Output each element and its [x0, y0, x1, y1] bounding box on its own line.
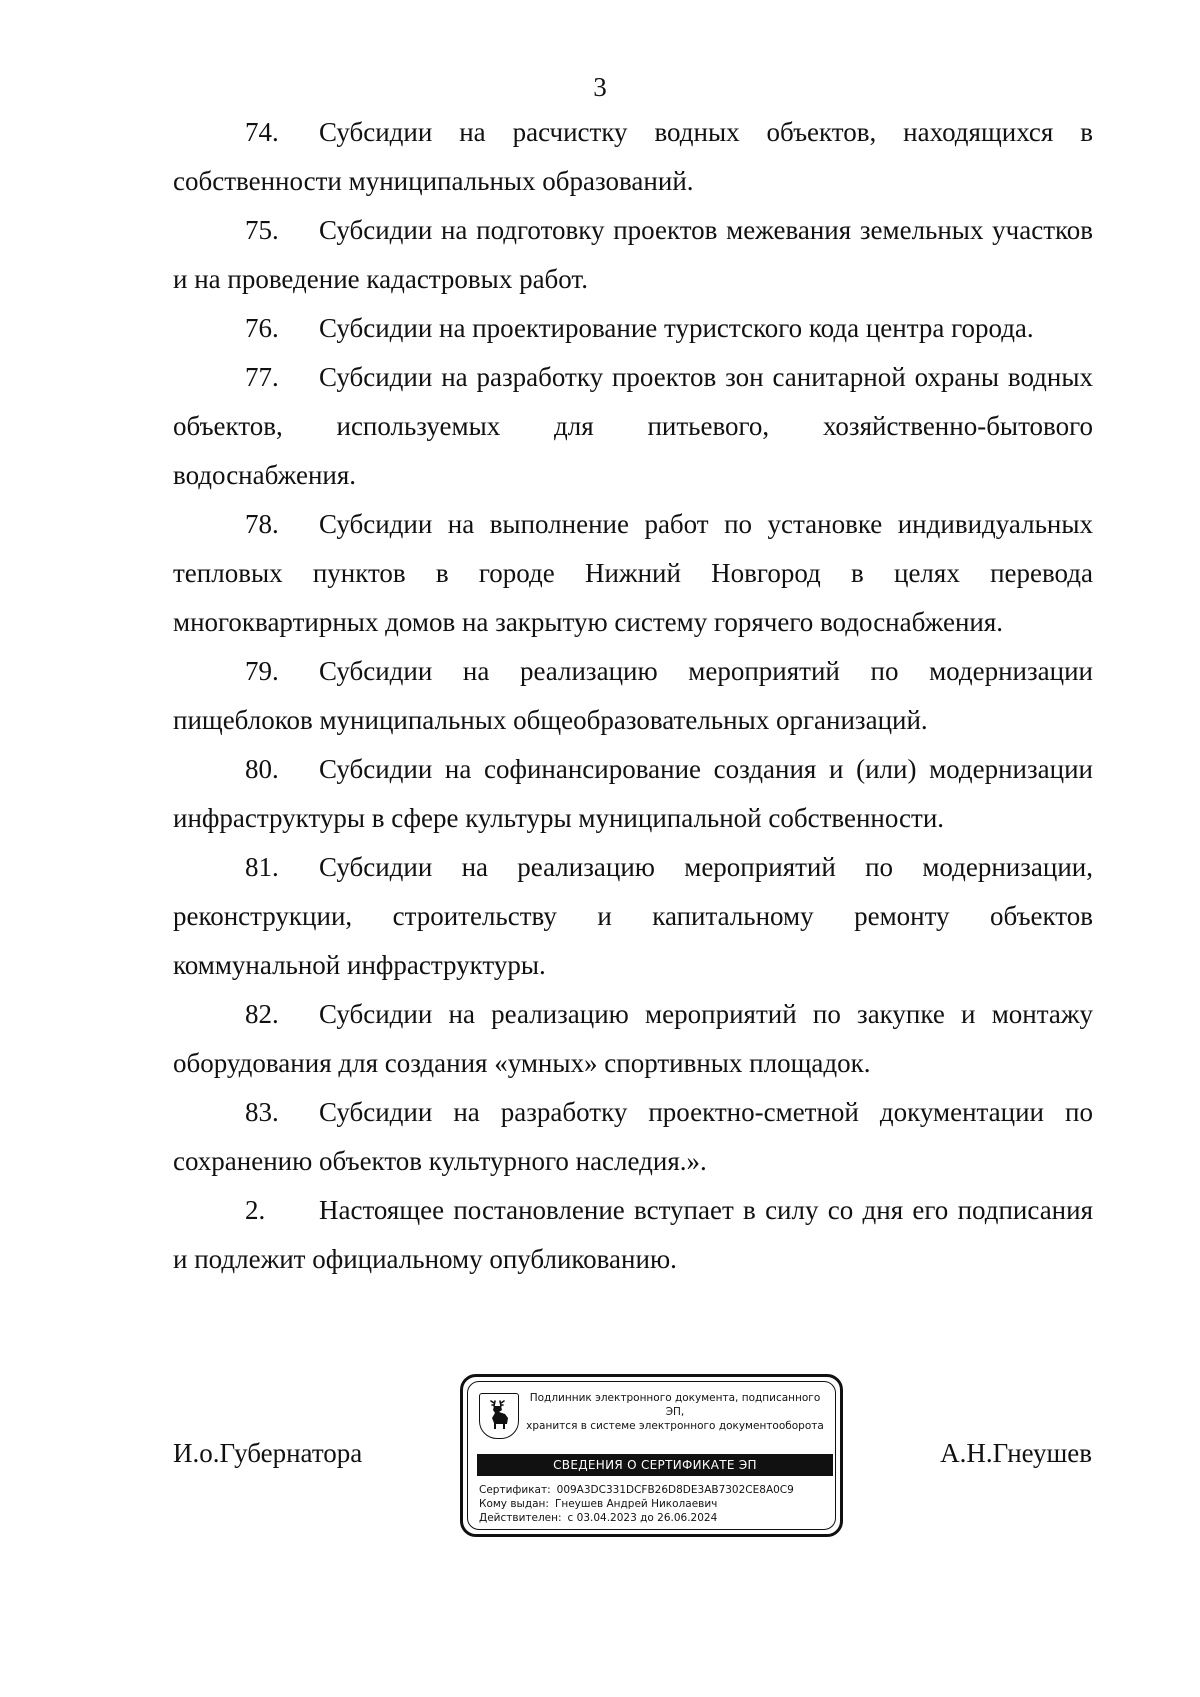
electronic-signature-stamp — [460, 1374, 843, 1537]
paragraph-2 — [173, 1186, 1093, 1284]
deer-icon-graphic — [483, 1397, 515, 1435]
paragraph-82 — [173, 990, 1093, 1088]
paragraph-78 — [173, 500, 1093, 647]
signatory-name: А.Н.Гнеушев — [940, 1438, 1092, 1468]
paragraph-text: Субсидии на разработку проектов зон санитарной охраны водных объектов, используемых для питьевого, хозяйственно-бытового водоснабжения. — [173, 362, 1093, 490]
paragraph-text: Субсидии на реализацию мероприятий по закупке и монтажу оборудования для создания «умных» спортивных площадок. — [173, 999, 1093, 1078]
issued-to-value: Гнеушев Андрей Николаевич — [554, 1498, 718, 1510]
paragraph-number: 76. — [245, 313, 279, 343]
paragraph-number: 75. — [245, 215, 279, 245]
paragraph-76 — [173, 304, 1093, 353]
paragraph-text: Субсидии на расчистку водных объектов, находящихся в собственности муниципальных образований. — [173, 117, 1093, 196]
paragraph-text: Настоящее постановление вступает в силу со дня его подписания и подлежит официальному опубликованию. — [173, 1195, 1093, 1274]
paragraph-number: 80. — [245, 754, 279, 784]
paragraph-number: 77. — [245, 362, 279, 392]
signatory-position: И.о.Губернатора — [173, 1438, 363, 1468]
deer-coat-of-arms-icon — [479, 1393, 519, 1439]
stamp-header: СВЕДЕНИЯ О СЕРТИФИКАТЕ ЭП — [477, 1454, 833, 1476]
paragraph-83 — [173, 1088, 1093, 1186]
paragraph-75 — [173, 206, 1093, 304]
validity-label: Действителен: — [479, 1512, 562, 1524]
paragraph-number: 2. — [245, 1195, 266, 1225]
paragraph-number: 83. — [245, 1097, 279, 1127]
paragraph-number: 74. — [245, 117, 279, 147]
paragraph-text: Субсидии на выполнение работ по установке индивидуальных тепловых пунктов в городе Нижний Новгород в целях перевода многоквартирных домов на закрытую систему горячего водоснабжения. — [173, 509, 1093, 637]
paragraph-80 — [173, 745, 1093, 843]
issued-to-row — [479, 1497, 829, 1511]
paragraph-81 — [173, 843, 1093, 990]
paragraph-text: Субсидии на софинансирование создания и (или) модернизации инфраструктуры в сфере культуры муниципальной собственности. — [173, 754, 1093, 833]
paragraph-text: Субсидии на проектирование туристского кода центра города. — [319, 313, 1034, 343]
certificate-label: Сертификат: — [479, 1484, 551, 1496]
stamp-note-line-2: хранится в системе электронного документооборота — [526, 1420, 824, 1432]
paragraph-text: Субсидии на подготовку проектов межевания земельных участков и на проведение кадастровых работ. — [173, 215, 1093, 294]
issued-to-label: Кому выдан: — [479, 1498, 549, 1510]
paragraph-number: 81. — [245, 852, 279, 882]
paragraph-77 — [173, 353, 1093, 500]
paragraph-text: Субсидии на разработку проектно-сметной документации по сохранению объектов культурного наследия.». — [173, 1097, 1093, 1176]
paragraph-text: Субсидии на реализацию мероприятий по модернизации пищеблоков муниципальных общеобразовательных организаций. — [173, 656, 1093, 735]
paragraph-79 — [173, 647, 1093, 745]
validity-value: с 03.04.2023 до 26.06.2024 — [567, 1512, 718, 1524]
paragraph-number: 78. — [245, 509, 279, 539]
paragraph-74 — [173, 108, 1093, 206]
page-number: 3 — [593, 72, 607, 102]
stamp-note — [525, 1391, 825, 1433]
certificate-value: 009A3DC331DCFB26D8DE3AB7302CE8A0C9 — [556, 1484, 794, 1496]
paragraph-number: 79. — [245, 656, 279, 686]
paragraph-number: 82. — [245, 999, 279, 1029]
stamp-note-line-1: Подлинник электронного документа, подписанного ЭП, — [529, 1392, 821, 1418]
validity-row — [479, 1511, 829, 1525]
document-body — [173, 108, 1093, 1284]
paragraph-text: Субсидии на реализацию мероприятий по модернизации, реконструкции, строительству и капитальному ремонту объектов коммунальной инфраструктуры. — [173, 852, 1093, 980]
stamp-certificate-details — [479, 1483, 829, 1525]
certificate-row — [479, 1483, 829, 1497]
